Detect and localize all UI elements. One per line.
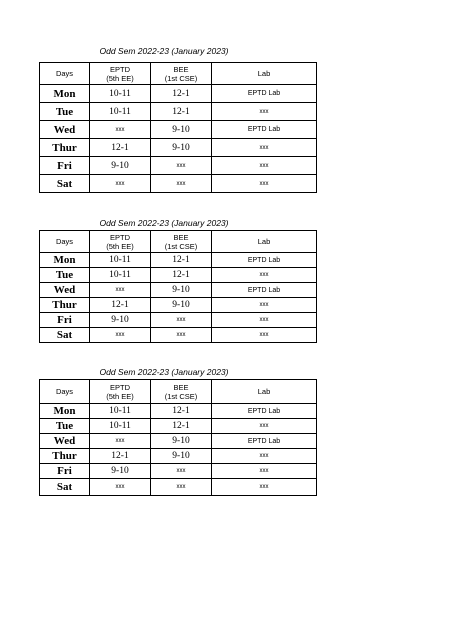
day-cell: Fri [40, 313, 90, 328]
eptd-cell: 10-11 [90, 268, 151, 283]
eptd-cell: xxx [90, 175, 151, 193]
header-lab: Lab [212, 380, 317, 404]
header-days: Days [40, 380, 90, 404]
header-row [40, 63, 317, 85]
lab-cell: xxx [212, 328, 317, 343]
header-row [40, 231, 317, 253]
bee-cell: 12-1 [151, 404, 212, 419]
bee-cell: 9-10 [151, 121, 212, 139]
bee-cell: xxx [151, 175, 212, 193]
lab-cell: xxx [212, 103, 317, 121]
header-row [40, 380, 317, 404]
header-bee: BEE (1st CSE) [151, 231, 212, 253]
lab-cell: xxx [212, 139, 317, 157]
day-cell: Tue [40, 103, 90, 121]
day-cell: Thur [40, 139, 90, 157]
table-row [40, 139, 317, 157]
table-row [40, 419, 317, 434]
lab-cell: xxx [212, 479, 317, 496]
header-eptd: EPTD (5th EE) [90, 380, 151, 404]
eptd-cell: 12-1 [90, 298, 151, 313]
lab-cell: xxx [212, 268, 317, 283]
bee-cell: 12-1 [151, 103, 212, 121]
table-row [40, 121, 317, 139]
day-cell: Fri [40, 157, 90, 175]
lab-cell: xxx [212, 449, 317, 464]
table-row [40, 449, 317, 464]
lab-cell: xxx [212, 419, 317, 434]
table-row [40, 434, 317, 449]
timetable-title: Odd Sem 2022-23 (January 2023) [99, 218, 229, 228]
eptd-cell: 10-11 [90, 103, 151, 121]
table-row [40, 313, 317, 328]
eptd-cell: xxx [90, 283, 151, 298]
header-eptd: EPTD (5th EE) [90, 63, 151, 85]
day-cell: Mon [40, 404, 90, 419]
bee-cell: 12-1 [151, 253, 212, 268]
eptd-cell: 9-10 [90, 464, 151, 479]
table-row [40, 157, 317, 175]
table-row [40, 464, 317, 479]
lab-cell: xxx [212, 157, 317, 175]
table-row [40, 328, 317, 343]
table-row [40, 175, 317, 193]
eptd-cell: xxx [90, 328, 151, 343]
eptd-cell: xxx [90, 121, 151, 139]
eptd-cell: xxx [90, 434, 151, 449]
eptd-cell: 9-10 [90, 157, 151, 175]
day-cell: Wed [40, 283, 90, 298]
timetable-title: Odd Sem 2022-23 (January 2023) [99, 367, 229, 377]
eptd-cell: 12-1 [90, 449, 151, 464]
lab-cell: EPTD Lab [212, 404, 317, 419]
bee-cell: 12-1 [151, 419, 212, 434]
header-lab: Lab [212, 63, 317, 85]
timetable-title: Odd Sem 2022-23 (January 2023) [99, 46, 229, 56]
day-cell: Thur [40, 449, 90, 464]
bee-cell: 12-1 [151, 268, 212, 283]
header-bee: BEE (1st CSE) [151, 63, 212, 85]
bee-cell: 9-10 [151, 298, 212, 313]
bee-cell: xxx [151, 313, 212, 328]
bee-cell: 9-10 [151, 449, 212, 464]
lab-cell: EPTD Lab [212, 85, 317, 103]
bee-cell: xxx [151, 464, 212, 479]
timetable [39, 230, 317, 343]
table-row [40, 283, 317, 298]
day-cell: Thur [40, 298, 90, 313]
bee-cell: 12-1 [151, 85, 212, 103]
day-cell: Sat [40, 328, 90, 343]
table-row [40, 479, 317, 496]
header-lab: Lab [212, 231, 317, 253]
day-cell: Wed [40, 121, 90, 139]
table-row [40, 85, 317, 103]
timetable [39, 379, 317, 496]
eptd-cell: 9-10 [90, 313, 151, 328]
table-row [40, 404, 317, 419]
bee-cell: xxx [151, 157, 212, 175]
lab-cell: EPTD Lab [212, 434, 317, 449]
lab-cell: EPTD Lab [212, 121, 317, 139]
eptd-cell: 10-11 [90, 404, 151, 419]
bee-cell: xxx [151, 479, 212, 496]
timetable [39, 62, 317, 193]
table-row [40, 253, 317, 268]
table-row [40, 298, 317, 313]
day-cell: Tue [40, 419, 90, 434]
table-row [40, 103, 317, 121]
day-cell: Wed [40, 434, 90, 449]
day-cell: Tue [40, 268, 90, 283]
lab-cell: xxx [212, 175, 317, 193]
lab-cell: EPTD Lab [212, 253, 317, 268]
header-days: Days [40, 231, 90, 253]
lab-cell: xxx [212, 313, 317, 328]
day-cell: Fri [40, 464, 90, 479]
eptd-cell: 10-11 [90, 253, 151, 268]
lab-cell: EPTD Lab [212, 283, 317, 298]
day-cell: Mon [40, 85, 90, 103]
bee-cell: 9-10 [151, 139, 212, 157]
day-cell: Sat [40, 479, 90, 496]
bee-cell: xxx [151, 328, 212, 343]
day-cell: Mon [40, 253, 90, 268]
eptd-cell: 10-11 [90, 85, 151, 103]
bee-cell: 9-10 [151, 434, 212, 449]
bee-cell: 9-10 [151, 283, 212, 298]
eptd-cell: xxx [90, 479, 151, 496]
day-cell: Sat [40, 175, 90, 193]
lab-cell: xxx [212, 298, 317, 313]
header-bee: BEE (1st CSE) [151, 380, 212, 404]
lab-cell: xxx [212, 464, 317, 479]
header-eptd: EPTD (5th EE) [90, 231, 151, 253]
table-row [40, 268, 317, 283]
eptd-cell: 12-1 [90, 139, 151, 157]
eptd-cell: 10-11 [90, 419, 151, 434]
header-days: Days [40, 63, 90, 85]
